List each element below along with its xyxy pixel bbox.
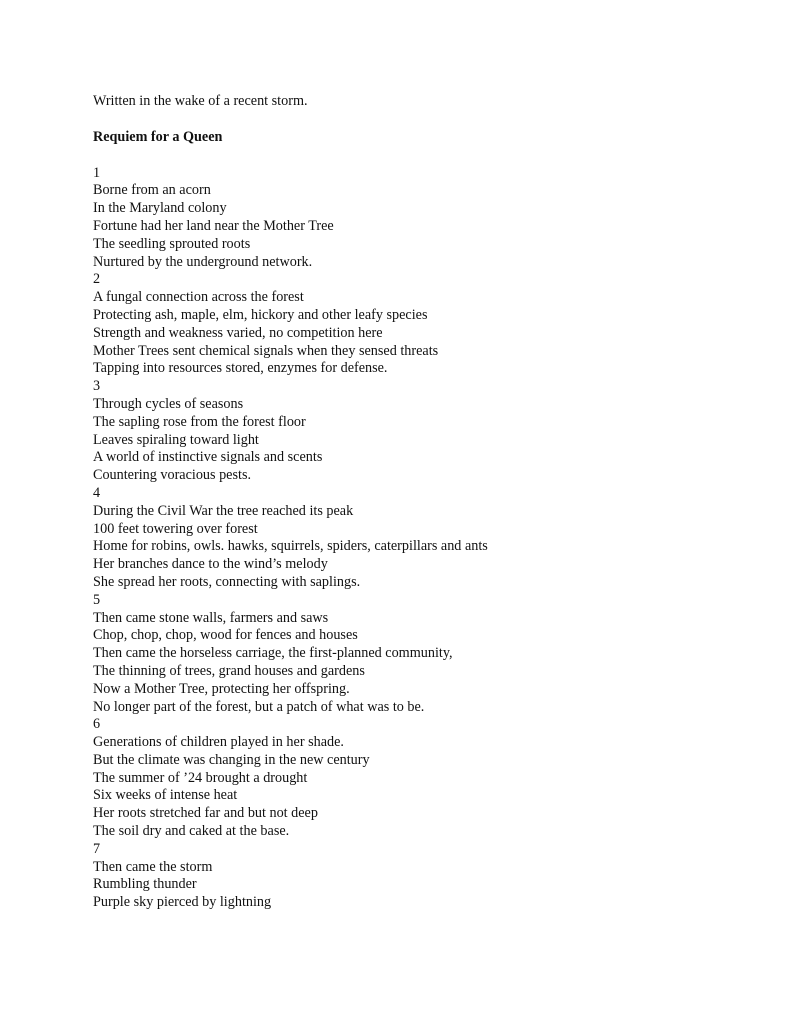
page-content — [93, 93, 753, 912]
verse-line: Borne from an acorn — [93, 182, 211, 199]
stanza — [93, 592, 753, 717]
verse-line: Then came the horseless carriage, the first-planned community, — [93, 645, 453, 662]
verse-line: The sapling rose from the forest floor — [93, 413, 306, 430]
stanza — [93, 378, 753, 485]
verse-line: The soil dry and caked at the base. — [93, 823, 290, 840]
poem-title: Requiem for a Queen — [93, 128, 223, 145]
stanza-number: 2 — [93, 271, 101, 288]
verse-line: Through cycles of seasons — [93, 395, 244, 412]
verse-line: Then came stone walls, farmers and saws — [93, 609, 329, 626]
stanza-number: 6 — [93, 716, 101, 733]
verse-line: A world of instinctive signals and scents — [93, 449, 323, 466]
verse-line: Fortune had her land near the Mother Tree — [93, 217, 334, 234]
stanza-number: 3 — [93, 378, 101, 395]
verse-line: Rumbling thunder — [93, 876, 197, 893]
verse-line: Nurtured by the underground network. — [93, 253, 313, 270]
stanza — [93, 485, 753, 592]
stanza-number: 5 — [93, 591, 101, 608]
verse-line: Generations of children played in her shade. — [93, 734, 344, 751]
verse-line: Purple sky pierced by lightning — [93, 894, 272, 911]
verse-line: The seedling sprouted roots — [93, 235, 251, 252]
verse-line: A fungal connection across the forest — [93, 289, 304, 306]
verse-line: 100 feet towering over forest — [93, 520, 258, 537]
verse-line: Six weeks of intense heat — [93, 787, 238, 804]
stanza — [93, 271, 753, 378]
stanza-number: 4 — [93, 484, 101, 501]
verse-line: Countering voracious pests. — [93, 467, 252, 484]
verse-line: Then came the storm — [93, 858, 213, 875]
verse-line: The summer of ’24 brought a drought — [93, 769, 308, 786]
stanza — [93, 716, 753, 841]
stanza — [93, 165, 753, 272]
stanza-number: 7 — [93, 840, 101, 857]
stanza-number: 1 — [93, 164, 101, 181]
verse-line: The thinning of trees, grand houses and gardens — [93, 662, 365, 679]
verse-line: Now a Mother Tree, protecting her offspring. — [93, 680, 350, 697]
verse-line: She spread her roots, connecting with saplings. — [93, 573, 361, 590]
verse-line: In the Maryland colony — [93, 200, 227, 217]
verse-line: Protecting ash, maple, elm, hickory and other leafy species — [93, 306, 428, 323]
verse-line: Tapping into resources stored, enzymes for defense. — [93, 360, 388, 377]
verse-line: Her roots stretched far and but not deep — [93, 805, 318, 822]
verse-line: Strength and weakness varied, no competition here — [93, 324, 383, 341]
verse-line: But the climate was changing in the new century — [93, 751, 370, 768]
stanza — [93, 841, 753, 912]
verse-line: Home for robins, owls. hawks, squirrels, spiders, caterpillars and ants — [93, 538, 488, 555]
poem-body — [93, 165, 753, 912]
verse-line: Leaves spiraling toward light — [93, 431, 259, 448]
verse-line: Her branches dance to the wind’s melody — [93, 556, 328, 573]
verse-line: Mother Trees sent chemical signals when they sensed threats — [93, 342, 439, 359]
verse-line: During the Civil War the tree reached its peak — [93, 502, 354, 519]
verse-line: No longer part of the forest, but a patch of what was to be. — [93, 698, 425, 715]
intro-note: Written in the wake of a recent storm. — [93, 93, 308, 109]
verse-line: Chop, chop, chop, wood for fences and houses — [93, 627, 358, 644]
